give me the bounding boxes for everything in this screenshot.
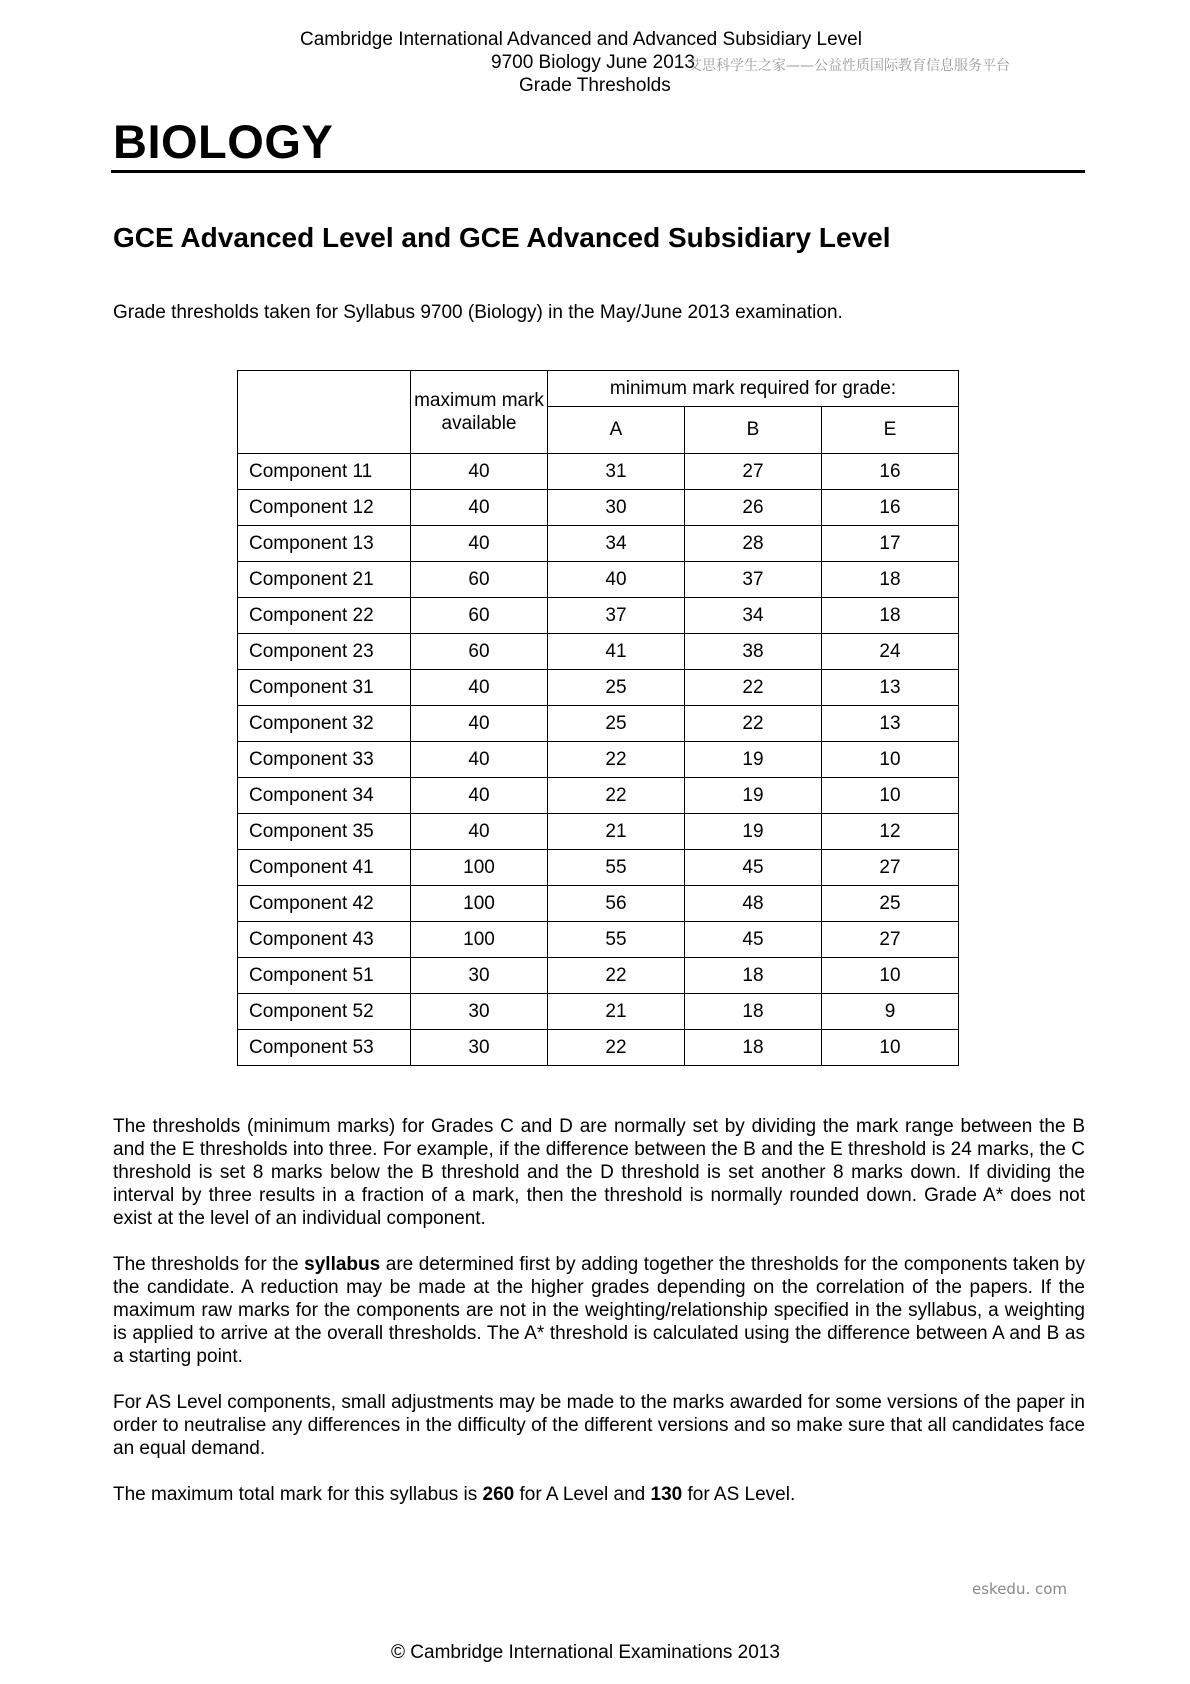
table-row xyxy=(238,1030,959,1066)
grade-a-cell: 22 xyxy=(548,778,685,814)
note-paragraph-max-total xyxy=(113,1483,1085,1506)
table-header-row xyxy=(238,371,959,407)
max-mark-cell: 40 xyxy=(411,670,548,706)
max-mark-cell: 60 xyxy=(411,634,548,670)
header-blank-cell xyxy=(238,371,411,454)
note-paragraph-syllabus-thresholds xyxy=(113,1253,1085,1368)
max-mark-cell: 40 xyxy=(411,526,548,562)
grade-b-cell: 26 xyxy=(685,490,822,526)
grade-e-cell: 17 xyxy=(822,526,959,562)
component-name-cell: Component 21 xyxy=(238,562,411,598)
max-mark-cell: 30 xyxy=(411,994,548,1030)
note-paragraph-as-adjustments xyxy=(113,1391,1085,1460)
max-total-as-level: 130 xyxy=(650,1484,683,1505)
page-footer: © Cambridge International Examinations 2013 xyxy=(391,1642,780,1663)
max-mark-cell: 40 xyxy=(411,814,548,850)
header-min-mark: minimum mark required for grade: xyxy=(548,371,959,407)
table-row xyxy=(238,850,959,886)
table-row xyxy=(238,742,959,778)
grade-e-cell: 24 xyxy=(822,634,959,670)
header-grade-a: A xyxy=(548,407,685,454)
component-name-cell: Component 23 xyxy=(238,634,411,670)
grade-e-cell: 9 xyxy=(822,994,959,1030)
max-mark-cell: 40 xyxy=(411,778,548,814)
grade-e-cell: 27 xyxy=(822,850,959,886)
component-name-cell: Component 52 xyxy=(238,994,411,1030)
header-grade-b: B xyxy=(685,407,822,454)
grade-a-cell: 34 xyxy=(548,526,685,562)
intro-text: Grade thresholds taken for Syllabus 9700 (Biology) in the May/June 2013 examination. xyxy=(113,302,843,323)
component-name-cell: Component 35 xyxy=(238,814,411,850)
grade-a-cell: 31 xyxy=(548,454,685,490)
grade-e-cell: 12 xyxy=(822,814,959,850)
component-name-cell: Component 32 xyxy=(238,706,411,742)
grade-e-cell: 27 xyxy=(822,922,959,958)
grade-a-cell: 56 xyxy=(548,886,685,922)
max-mark-cell: 100 xyxy=(411,850,548,886)
note-text: For AS Level components, small adjustments may be made to the marks awarded for some versions of the paper in order to neutralise any differences in the difficulty of the different versions and so make sure that all candidates face an equal demand. xyxy=(113,1392,1085,1459)
grade-b-cell: 45 xyxy=(685,850,822,886)
table-row xyxy=(238,634,959,670)
grade-e-cell: 10 xyxy=(822,742,959,778)
grade-b-cell: 22 xyxy=(685,706,822,742)
header-max-mark: maximum mark available xyxy=(411,371,548,454)
table-row xyxy=(238,958,959,994)
grade-b-cell: 18 xyxy=(685,1030,822,1066)
section-heading: GCE Advanced Level and GCE Advanced Subsidiary Level xyxy=(113,222,891,253)
table-row xyxy=(238,922,959,958)
table-row xyxy=(238,598,959,634)
component-name-cell: Component 22 xyxy=(238,598,411,634)
grade-b-cell: 34 xyxy=(685,598,822,634)
component-name-cell: Component 13 xyxy=(238,526,411,562)
table-row xyxy=(238,526,959,562)
component-name-cell: Component 42 xyxy=(238,886,411,922)
table-row xyxy=(238,778,959,814)
grade-a-cell: 55 xyxy=(548,850,685,886)
notes-section xyxy=(113,1115,1085,1529)
max-mark-cell: 40 xyxy=(411,706,548,742)
table-row xyxy=(238,814,959,850)
grade-b-cell: 22 xyxy=(685,670,822,706)
grade-b-cell: 28 xyxy=(685,526,822,562)
table-row xyxy=(238,490,959,526)
grade-a-cell: 25 xyxy=(548,670,685,706)
header-line-exam-level: Cambridge International Advanced and Advanced Subsidiary Level xyxy=(300,29,862,50)
note-text: are determined first by adding together the thresholds for the components taken by the candidate. A reduction may be made at the higher grades depending on the correlation of the papers. If the maximum raw marks for the components are not in the weighting/relationship specified in the syllabus, a weighting is applied to arrive at the overall thresholds. The A* threshold is calculated using the difference between A and B as a starting point. xyxy=(113,1254,1085,1367)
grade-a-cell: 21 xyxy=(548,994,685,1030)
grade-e-cell: 18 xyxy=(822,562,959,598)
table-row xyxy=(238,886,959,922)
grade-e-cell: 13 xyxy=(822,670,959,706)
max-mark-cell: 40 xyxy=(411,742,548,778)
grade-b-cell: 37 xyxy=(685,562,822,598)
note-text: The thresholds (minimum marks) for Grades C and D are normally set by dividing the mark range between the B and the E thresholds into three. For example, if the difference between the B and the E threshold is 24 marks, the C threshold is set 8 marks below the B threshold and the D threshold is set another 8 marks down. If dividing the interval by three results in a fraction of a mark, then the threshold is normally rounded down. Grade A* does not exist at the level of an individual component. xyxy=(113,1116,1085,1229)
max-mark-cell: 100 xyxy=(411,886,548,922)
table-row xyxy=(238,562,959,598)
note-text: for AS Level. xyxy=(682,1484,796,1505)
header-grade-e: E xyxy=(822,407,959,454)
max-mark-cell: 40 xyxy=(411,454,548,490)
table-row xyxy=(238,706,959,742)
grade-b-cell: 19 xyxy=(685,778,822,814)
grade-e-cell: 16 xyxy=(822,490,959,526)
max-mark-cell: 30 xyxy=(411,958,548,994)
header-line-syllabus: 9700 Biology June 2013 xyxy=(491,52,695,73)
grade-e-cell: 25 xyxy=(822,886,959,922)
grade-b-cell: 38 xyxy=(685,634,822,670)
header-line-document-type: Grade Thresholds xyxy=(519,75,671,96)
grade-a-cell: 22 xyxy=(548,742,685,778)
grade-e-cell: 13 xyxy=(822,706,959,742)
grade-thresholds-table xyxy=(237,370,959,1066)
grade-a-cell: 37 xyxy=(548,598,685,634)
grade-e-cell: 10 xyxy=(822,778,959,814)
grade-e-cell: 10 xyxy=(822,1030,959,1066)
title-divider xyxy=(111,170,1085,173)
grade-a-cell: 25 xyxy=(548,706,685,742)
grade-b-cell: 27 xyxy=(685,454,822,490)
max-mark-cell: 40 xyxy=(411,490,548,526)
note-text: for A Level and xyxy=(514,1484,651,1505)
grade-a-cell: 22 xyxy=(548,958,685,994)
grade-b-cell: 18 xyxy=(685,994,822,1030)
page-title: BIOLOGY xyxy=(113,115,334,168)
max-mark-cell: 30 xyxy=(411,1030,548,1066)
max-mark-cell: 60 xyxy=(411,598,548,634)
grade-e-cell: 18 xyxy=(822,598,959,634)
component-name-cell: Component 31 xyxy=(238,670,411,706)
grade-a-cell: 22 xyxy=(548,1030,685,1066)
component-name-cell: Component 53 xyxy=(238,1030,411,1066)
max-total-a-level: 260 xyxy=(482,1484,515,1505)
grade-a-cell: 40 xyxy=(548,562,685,598)
grade-b-cell: 19 xyxy=(685,814,822,850)
component-name-cell: Component 12 xyxy=(238,490,411,526)
watermark-text: 艾思科学生之家——公益性质国际教育信息服务平台 xyxy=(688,58,1010,74)
max-mark-cell: 60 xyxy=(411,562,548,598)
grade-a-cell: 41 xyxy=(548,634,685,670)
note-bold-syllabus: syllabus xyxy=(304,1254,381,1275)
table-row xyxy=(238,670,959,706)
grade-b-cell: 45 xyxy=(685,922,822,958)
grade-b-cell: 19 xyxy=(685,742,822,778)
max-mark-cell: 100 xyxy=(411,922,548,958)
grade-a-cell: 55 xyxy=(548,922,685,958)
component-name-cell: Component 41 xyxy=(238,850,411,886)
grade-a-cell: 30 xyxy=(548,490,685,526)
source-watermark: eskedu. com xyxy=(972,1580,1068,1598)
grade-e-cell: 16 xyxy=(822,454,959,490)
component-name-cell: Component 51 xyxy=(238,958,411,994)
component-name-cell: Component 11 xyxy=(238,454,411,490)
component-name-cell: Component 43 xyxy=(238,922,411,958)
note-text: The maximum total mark for this syllabus is xyxy=(113,1484,483,1505)
grade-e-cell: 10 xyxy=(822,958,959,994)
table-row xyxy=(238,994,959,1030)
grade-a-cell: 21 xyxy=(548,814,685,850)
component-name-cell: Component 33 xyxy=(238,742,411,778)
note-paragraph-cd-thresholds xyxy=(113,1115,1085,1230)
grade-b-cell: 48 xyxy=(685,886,822,922)
table-row xyxy=(238,454,959,490)
note-text: The thresholds for the xyxy=(113,1254,305,1275)
grade-b-cell: 18 xyxy=(685,958,822,994)
component-name-cell: Component 34 xyxy=(238,778,411,814)
